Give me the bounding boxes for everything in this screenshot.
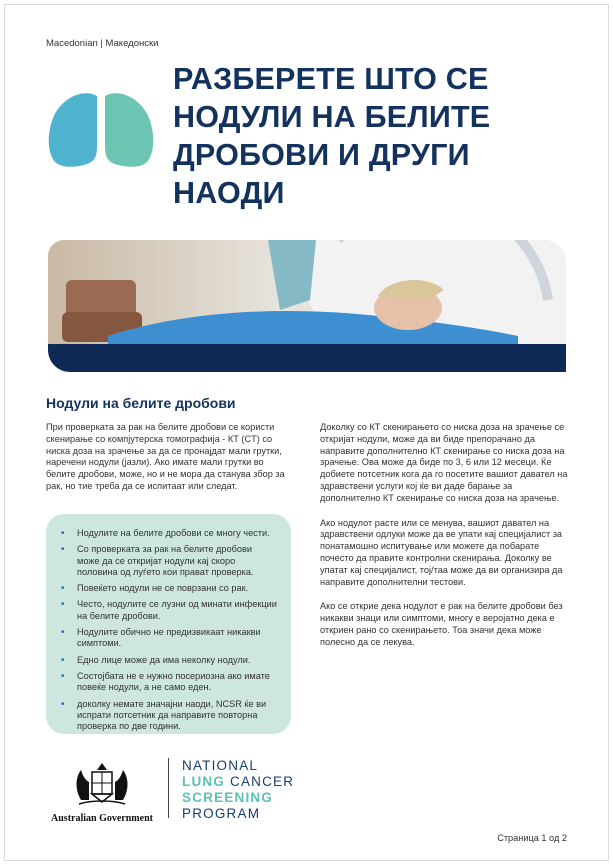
specialist-paragraph: Ако нодулот расте или се менува, вашиот давател на здравствени одлуки може да ве упати кај специјалист за понатамошно испитување или можете да побарате почесто да правите контролни скенирања. Доколку ве упатат кај специјалист, тој/таа може да ви организира да направите дополнителни тестови. [320,517,563,587]
list-item: • Нодулите на белите дробови се многу чести. [60,528,277,539]
footer-divider [168,758,169,818]
left-column [46,422,286,506]
list-item: • Едно лице може да има неколку нодули. [60,655,277,666]
list-item: • Состојбата не е нужно посериозна ако имате повеќе нодули, а не само еден. [60,671,277,694]
list-item: • Често, нодулите се лузни од минати инфекции на белите дробови. [60,599,277,622]
australian-government-logo [46,760,158,824]
list-item: • Повеќето нодули не се поврзани со рак. [60,583,277,594]
page-title: РАЗБЕРЕТЕ ШТО СЕ НОДУЛИ НА БЕЛИТЕ ДРОБОВИ И ДРУГИ НАОДИ [173,62,491,210]
language-label: Macedonian | Македонски [46,38,159,49]
followup-paragraph: Доколку со КТ скенирањето со ниска доза на зрачење се откријат нодули, може да ви биде препорачано да направите дополнително КТ скенирање со ниска доза на зрачење. Ова може да биде по 3, 6 или 12 месеци. Ќе добиете потсетник кога да го посетите вашиот давател на здравствени услуги кој ќе ви даде барање за дополнително КТ скенирање со ниска доза на зрачење. [320,422,568,503]
coat-of-arms-icon [67,760,137,806]
intro-paragraph: При проверката за рак на белите дробови се користи скенирање со компјутерска томографија - КТ (CT) со ниска доза на зрачење за да се пронајдат мали грутки, наречени нодули (јазли). Ако имате мали грутки во белите дробови, може, но и не мора да станува збор за рак, но тие треба да се испитаат или следат. [46,422,285,491]
program-line-lung-cancer: LUNG CANCER [182,774,295,789]
key-facts-list [60,528,277,732]
hero-photo [48,240,566,372]
section-heading: Нодули на белите дробови [46,395,236,411]
early-detection-paragraph: Ако се открие дека нодулот е рак на белите дробови без никакви знаци или симптоми, многу е веројатно дека е откриен рано со скенирањето. Тоа значи дека може полесно да се лекува. [320,601,563,647]
list-item: • Нодулите обично не предизвикаат никакви симптоми. [60,627,277,650]
government-name: Australian Government [51,813,153,824]
program-logo [182,758,294,822]
list-item: • доколку немате значајни наоди, NCSR ќе ви испрати потсетник да направите повторна проверка по две години. [60,699,277,733]
lungs-icon [47,90,155,168]
key-facts-panel [46,514,291,734]
right-column [320,422,570,662]
program-line-national: NATIONAL [182,758,259,773]
program-line-program: PROGRAM [182,806,261,821]
page-number: Страница 1 од 2 [497,833,567,843]
program-line-screening: SCREENING [182,790,274,805]
list-item: • Со проверката за рак на белите дробови може да се откријат нодули кај скоро половина од луѓето кои прават проверка. [60,544,277,578]
